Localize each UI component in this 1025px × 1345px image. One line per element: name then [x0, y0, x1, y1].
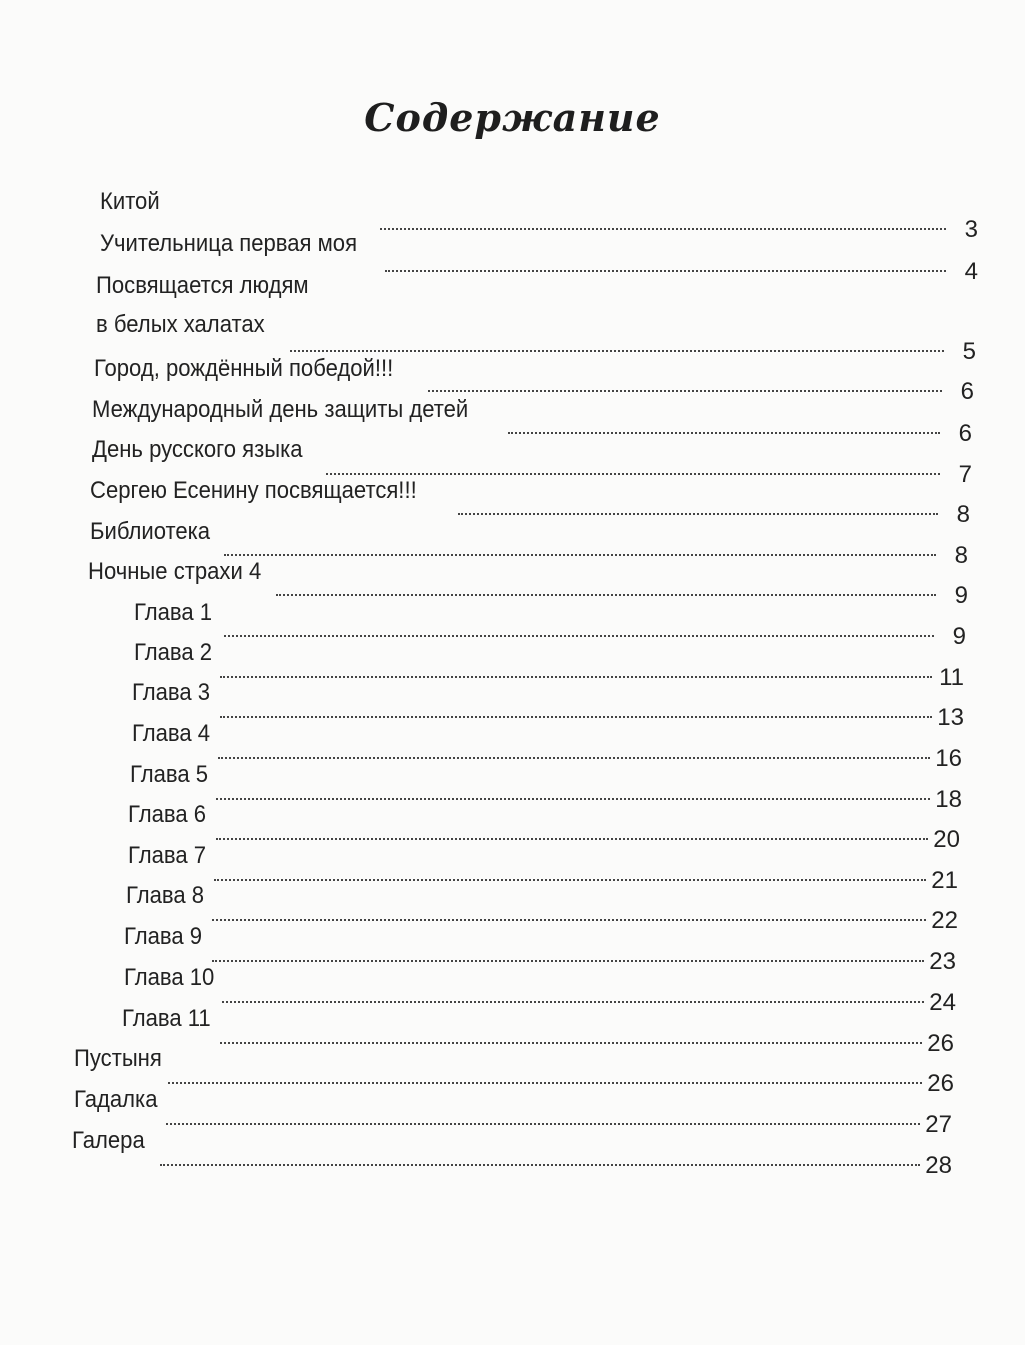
toc-page-number: 22 — [929, 905, 958, 937]
toc-page-number: 11 — [937, 662, 964, 694]
dotted-leader — [224, 554, 936, 556]
toc-page-number: 4 — [963, 256, 978, 288]
toc-entry-title: Галера — [72, 1125, 147, 1157]
toc-page-number: 5 — [961, 336, 976, 368]
toc-page-number: 20 — [931, 824, 960, 856]
toc-entry-title: Посвящается людям — [96, 270, 310, 302]
dotted-leader — [216, 838, 928, 840]
toc-page-number: 23 — [927, 946, 956, 978]
toc-entry — [96, 270, 648, 302]
toc-entry-title: Сергею Есенину посвящается!!! — [90, 475, 419, 507]
toc-page-number: 8 — [955, 499, 970, 531]
dotted-leader — [212, 960, 924, 962]
toc-page-number: 24 — [927, 987, 956, 1019]
dotted-leader — [218, 757, 930, 759]
toc-entry-title: Международный день защиты детей — [92, 394, 470, 426]
dotted-leader — [276, 594, 936, 596]
toc-entry-title: Город, рождённый победой!!! — [94, 353, 395, 385]
toc-entry-title: Глава 4 — [132, 718, 212, 750]
dotted-leader — [326, 473, 940, 475]
dotted-leader — [222, 1001, 924, 1003]
dotted-leader — [428, 390, 942, 392]
toc-entry-title: Глава 7 — [128, 840, 208, 872]
toc-entry-title: Глава 6 — [128, 799, 208, 831]
dotted-leader — [216, 798, 930, 800]
toc-page-line — [160, 1140, 952, 1179]
toc-page-number: 28 — [923, 1150, 952, 1182]
toc-page-number: 3 — [963, 214, 978, 246]
toc-page-number: 9 — [953, 580, 968, 612]
toc-entry-title: День русского языка — [92, 434, 304, 466]
dotted-leader — [168, 1082, 922, 1084]
toc-entry-title: Пустыня — [74, 1043, 164, 1075]
dotted-leader — [220, 676, 932, 678]
dotted-leader — [214, 879, 926, 881]
toc-entry-title: Глава 3 — [132, 677, 212, 709]
toc-entry-title: Китой — [100, 186, 162, 218]
toc-page-number: 7 — [957, 459, 972, 491]
toc-page-number: 8 — [953, 540, 968, 572]
dotted-leader — [458, 513, 938, 515]
toc-page-number: 27 — [923, 1109, 952, 1141]
dotted-leader — [508, 432, 940, 434]
dotted-leader — [224, 635, 934, 637]
toc-entry-title: Гадалка — [74, 1084, 159, 1116]
toc-entry-title: Ночные страхи 4 — [88, 556, 263, 588]
toc-entry-title: Глава 1 — [134, 597, 214, 629]
toc-entry-title: Учительница первая моя — [100, 228, 359, 260]
toc-entry-title: Глава 2 — [134, 637, 214, 669]
dotted-leader — [290, 350, 944, 352]
dotted-leader — [380, 228, 946, 230]
dotted-leader — [385, 270, 946, 272]
toc-entry-title: Глава 5 — [130, 759, 210, 791]
toc-entry-title: в белых халатах — [96, 309, 267, 341]
dotted-leader — [160, 1164, 920, 1166]
toc-entry-title: Библиотека — [90, 516, 212, 548]
toc-page-number: 6 — [959, 376, 974, 408]
toc-entry-title: Глава 8 — [126, 880, 206, 912]
toc-page-number: 26 — [925, 1028, 954, 1060]
toc-entry-title: Глава 9 — [124, 921, 204, 953]
toc-page-number: 16 — [933, 743, 962, 775]
page-title: Содержание — [364, 95, 661, 140]
toc-page-number: 26 — [925, 1068, 954, 1100]
toc-page-number: 13 — [935, 702, 964, 734]
toc-entry-title: Глава 10 — [124, 962, 216, 994]
toc-page-number: 21 — [929, 865, 958, 897]
dotted-leader — [220, 1042, 922, 1044]
toc-page-number: 18 — [933, 784, 962, 816]
dotted-leader — [220, 716, 932, 718]
dotted-leader — [212, 919, 926, 921]
toc-page-number: 6 — [957, 418, 972, 450]
dotted-leader — [166, 1123, 920, 1125]
toc-page-number: 9 — [951, 621, 966, 653]
toc-entry-title: Глава 11 — [122, 1003, 213, 1035]
